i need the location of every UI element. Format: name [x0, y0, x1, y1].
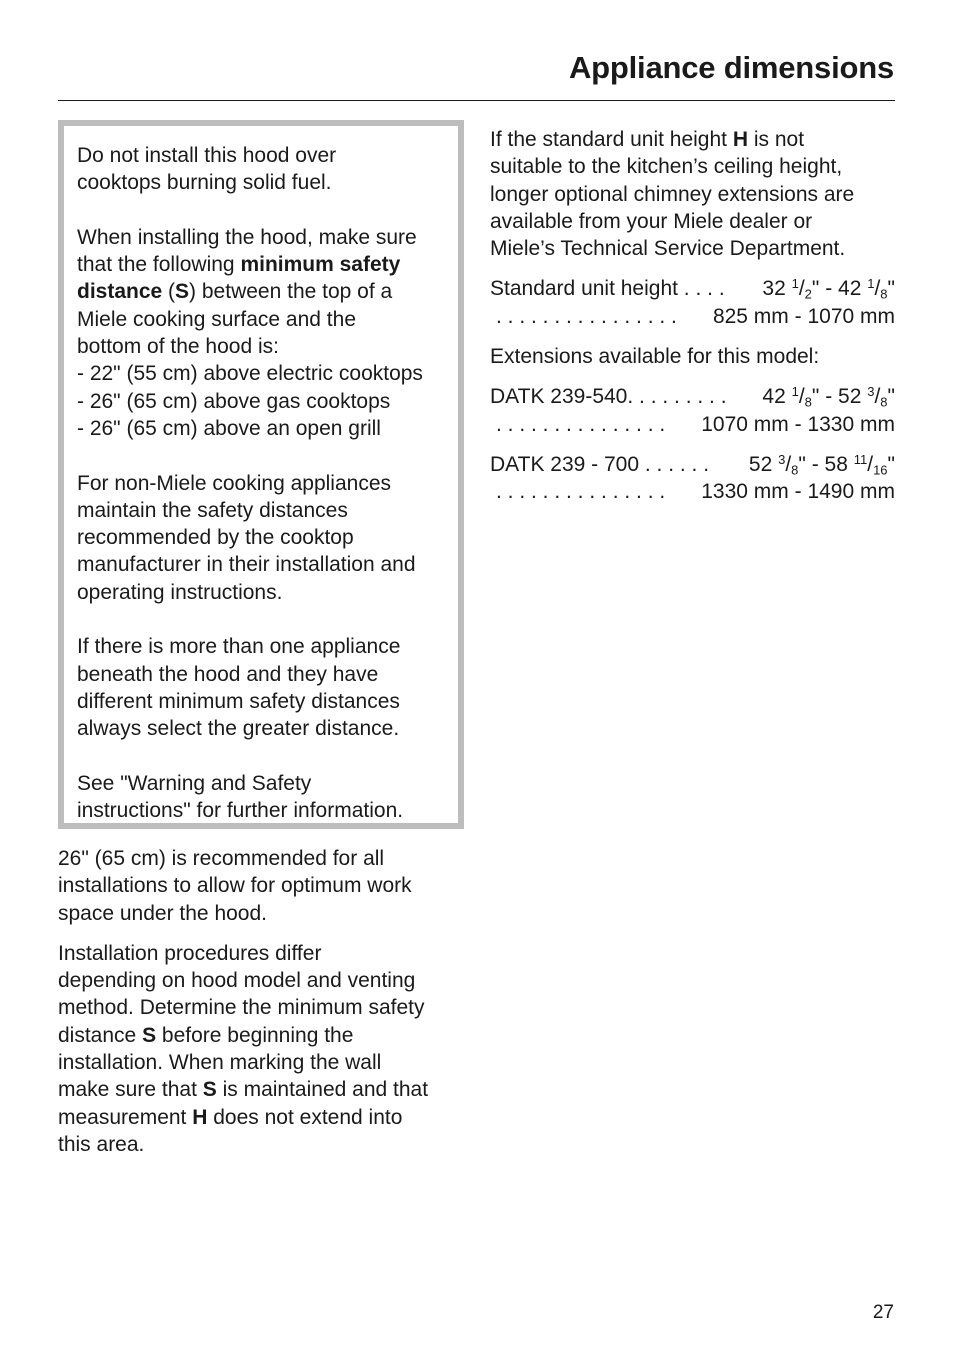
fraction-denominator: 8: [880, 394, 888, 410]
distance-item-gas: - 26" (65 cm) above gas cooktops: [77, 389, 391, 413]
title-divider: [58, 100, 895, 101]
text-line: this area.: [58, 1132, 145, 1156]
text-line: Miele’s Technical Service Department.: [490, 237, 846, 261]
value-part: ": [887, 452, 895, 476]
warning-paragraph-solid-fuel: [77, 142, 457, 197]
value-part: ": [887, 277, 895, 301]
text-line: operating instructions.: [77, 580, 283, 604]
value-part: 52: [748, 452, 779, 476]
text-line: space under the hood.: [58, 901, 267, 925]
text-line: When installing the hood, make sure: [77, 225, 417, 249]
text-line: Installation procedures differ: [58, 941, 322, 965]
spec-metric-value: 1070 mm - 1330 mm: [701, 412, 895, 436]
fraction-denominator: 16: [873, 462, 888, 478]
spec-metric-row: [490, 478, 895, 505]
text-line: cooktops burning solid fuel.: [77, 171, 332, 195]
spec-label: Standard unit height . . . .: [490, 277, 725, 301]
value-part: " - 58: [798, 452, 854, 476]
datk-239-700-spec: [490, 451, 895, 506]
fraction-numerator: 1: [791, 384, 799, 400]
text-line: [58, 1104, 468, 1131]
text-line: Do not install this hood over: [77, 144, 337, 167]
fraction-numerator: 3: [778, 451, 786, 467]
dot-leader: . . . . . . . . . . . . . . . .: [496, 304, 677, 328]
spec-label: DATK 239 - 700 . . . . . .: [490, 452, 710, 476]
text-line: Miele cooking surface and the: [77, 307, 356, 331]
bold-term: distance: [77, 280, 163, 304]
text-run: does not extend into: [207, 1105, 403, 1129]
text-line: See "Warning and Safety: [77, 771, 312, 795]
text-line: manufacturer in their installation and: [77, 553, 416, 577]
text-line: [490, 126, 895, 153]
page-number: 27: [872, 1302, 894, 1323]
fraction-numerator: 1: [791, 276, 799, 292]
dot-leader: . . . . . . . . . . . . . . .: [496, 412, 666, 436]
fraction-numerator: 11: [853, 451, 868, 467]
fraction-numerator: 3: [867, 384, 875, 400]
bold-term: minimum safety: [240, 253, 401, 277]
text-line: instructions" for further information.: [77, 799, 404, 823]
text-run: (: [162, 280, 176, 304]
safety-warning-box: [58, 120, 464, 829]
standard-height-spec: [490, 275, 895, 330]
text-line: installation. When marking the wall: [58, 1051, 382, 1075]
text-run: distance: [58, 1023, 143, 1047]
page-title: Appliance dimensions: [568, 50, 894, 85]
spec-imperial-row: [490, 383, 895, 410]
text-run: make sure that: [58, 1078, 203, 1102]
left-column-body: [58, 845, 468, 1158]
spec-metric-row: [490, 411, 895, 438]
warning-paragraph-safety-distance: [77, 224, 457, 442]
spec-imperial-value: 32 $^1/_2$" - 42 $^1/_8$": [762, 276, 895, 302]
text-line: different minimum safety distances: [77, 689, 400, 713]
installation-paragraph: [58, 940, 468, 1158]
text-line: bottom of the hood is:: [77, 335, 279, 359]
value-part: " - 52: [811, 385, 868, 409]
spec-label: DATK 239-540. . . . . . . . .: [490, 385, 727, 409]
distance-item-electric: - 22" (55 cm) above electric cooktops: [77, 362, 423, 386]
text-line: depending on hood model and venting: [58, 969, 416, 993]
spec-imperial-value: 52 $^3/_8$" - 58 $^{11}/_{16}$": [748, 451, 895, 478]
warning-paragraph-non-miele: [77, 470, 457, 606]
extensions-heading: Extensions available for this model:: [490, 345, 820, 369]
text-line: beneath the hood and they have: [77, 662, 379, 686]
text-line: available from your Miele dealer or: [490, 209, 813, 233]
text-line: recommended by the cooktop: [77, 526, 354, 550]
text-line: maintain the safety distances: [77, 498, 348, 522]
spec-metric-value: 825 mm - 1070 mm: [712, 304, 895, 328]
spec-imperial-value: 42 $^1/_8$" - 52 $^3/_8$": [762, 384, 895, 410]
text-line: method. Determine the minimum safety: [58, 996, 425, 1020]
text-run: measurement: [58, 1105, 193, 1129]
warning-paragraph-multiple-appliances: [77, 633, 457, 742]
fraction-denominator: 8: [880, 286, 888, 302]
distance-item-grill: - 26" (65 cm) above an open grill: [77, 416, 381, 440]
text-line: [58, 1076, 468, 1103]
text-line: [77, 278, 457, 305]
text-run: is maintained and that: [216, 1078, 429, 1102]
value-part: " - 42: [811, 277, 868, 301]
bold-symbol-s: S: [142, 1023, 157, 1047]
text-line: always select the greater distance.: [77, 717, 400, 741]
spec-metric-value: 1330 mm - 1490 mm: [701, 480, 895, 504]
text-line: longer optional chimney extensions are: [490, 182, 855, 206]
value-part: 32: [762, 277, 792, 301]
text-run: is not: [748, 128, 805, 151]
fraction-denominator: 2: [804, 286, 812, 302]
text-run: ) between the top of a: [189, 280, 393, 304]
spec-imperial-row: [490, 451, 895, 478]
value-part: 42: [762, 385, 792, 409]
chimney-extension-intro: [490, 126, 895, 262]
right-column: [490, 126, 895, 519]
value-part: ": [887, 385, 895, 409]
fraction-numerator: 1: [867, 276, 875, 292]
fraction-denominator: 8: [804, 394, 812, 410]
bold-symbol-h: H: [192, 1105, 208, 1129]
datk-239-540-spec: [490, 383, 895, 438]
bold-symbol-s: S: [175, 280, 190, 304]
bold-symbol-h: H: [732, 128, 749, 151]
bold-symbol-s: S: [202, 1078, 217, 1102]
text-line: [58, 1022, 468, 1049]
recommendation-paragraph: [58, 845, 468, 927]
spec-metric-row: [490, 303, 895, 330]
text-line: suitable to the kitchen’s ceiling height,: [490, 155, 843, 179]
text-line: If there is more than one appliance: [77, 635, 401, 659]
spec-imperial-row: [490, 275, 895, 302]
text-line: 26" (65 cm) is recommended for all: [58, 847, 385, 870]
text-line: For non-Miele cooking appliances: [77, 471, 392, 495]
text-run: If the standard unit height: [490, 128, 733, 151]
text-line: installations to allow for optimum work: [58, 874, 412, 898]
text-run: that the following: [77, 253, 241, 277]
fraction-denominator: 8: [791, 462, 799, 478]
dot-leader: . . . . . . . . . . . . . . .: [496, 480, 666, 504]
warning-paragraph-see-instructions: [77, 770, 457, 825]
text-run: before beginning the: [156, 1023, 354, 1047]
text-line: [77, 251, 457, 278]
